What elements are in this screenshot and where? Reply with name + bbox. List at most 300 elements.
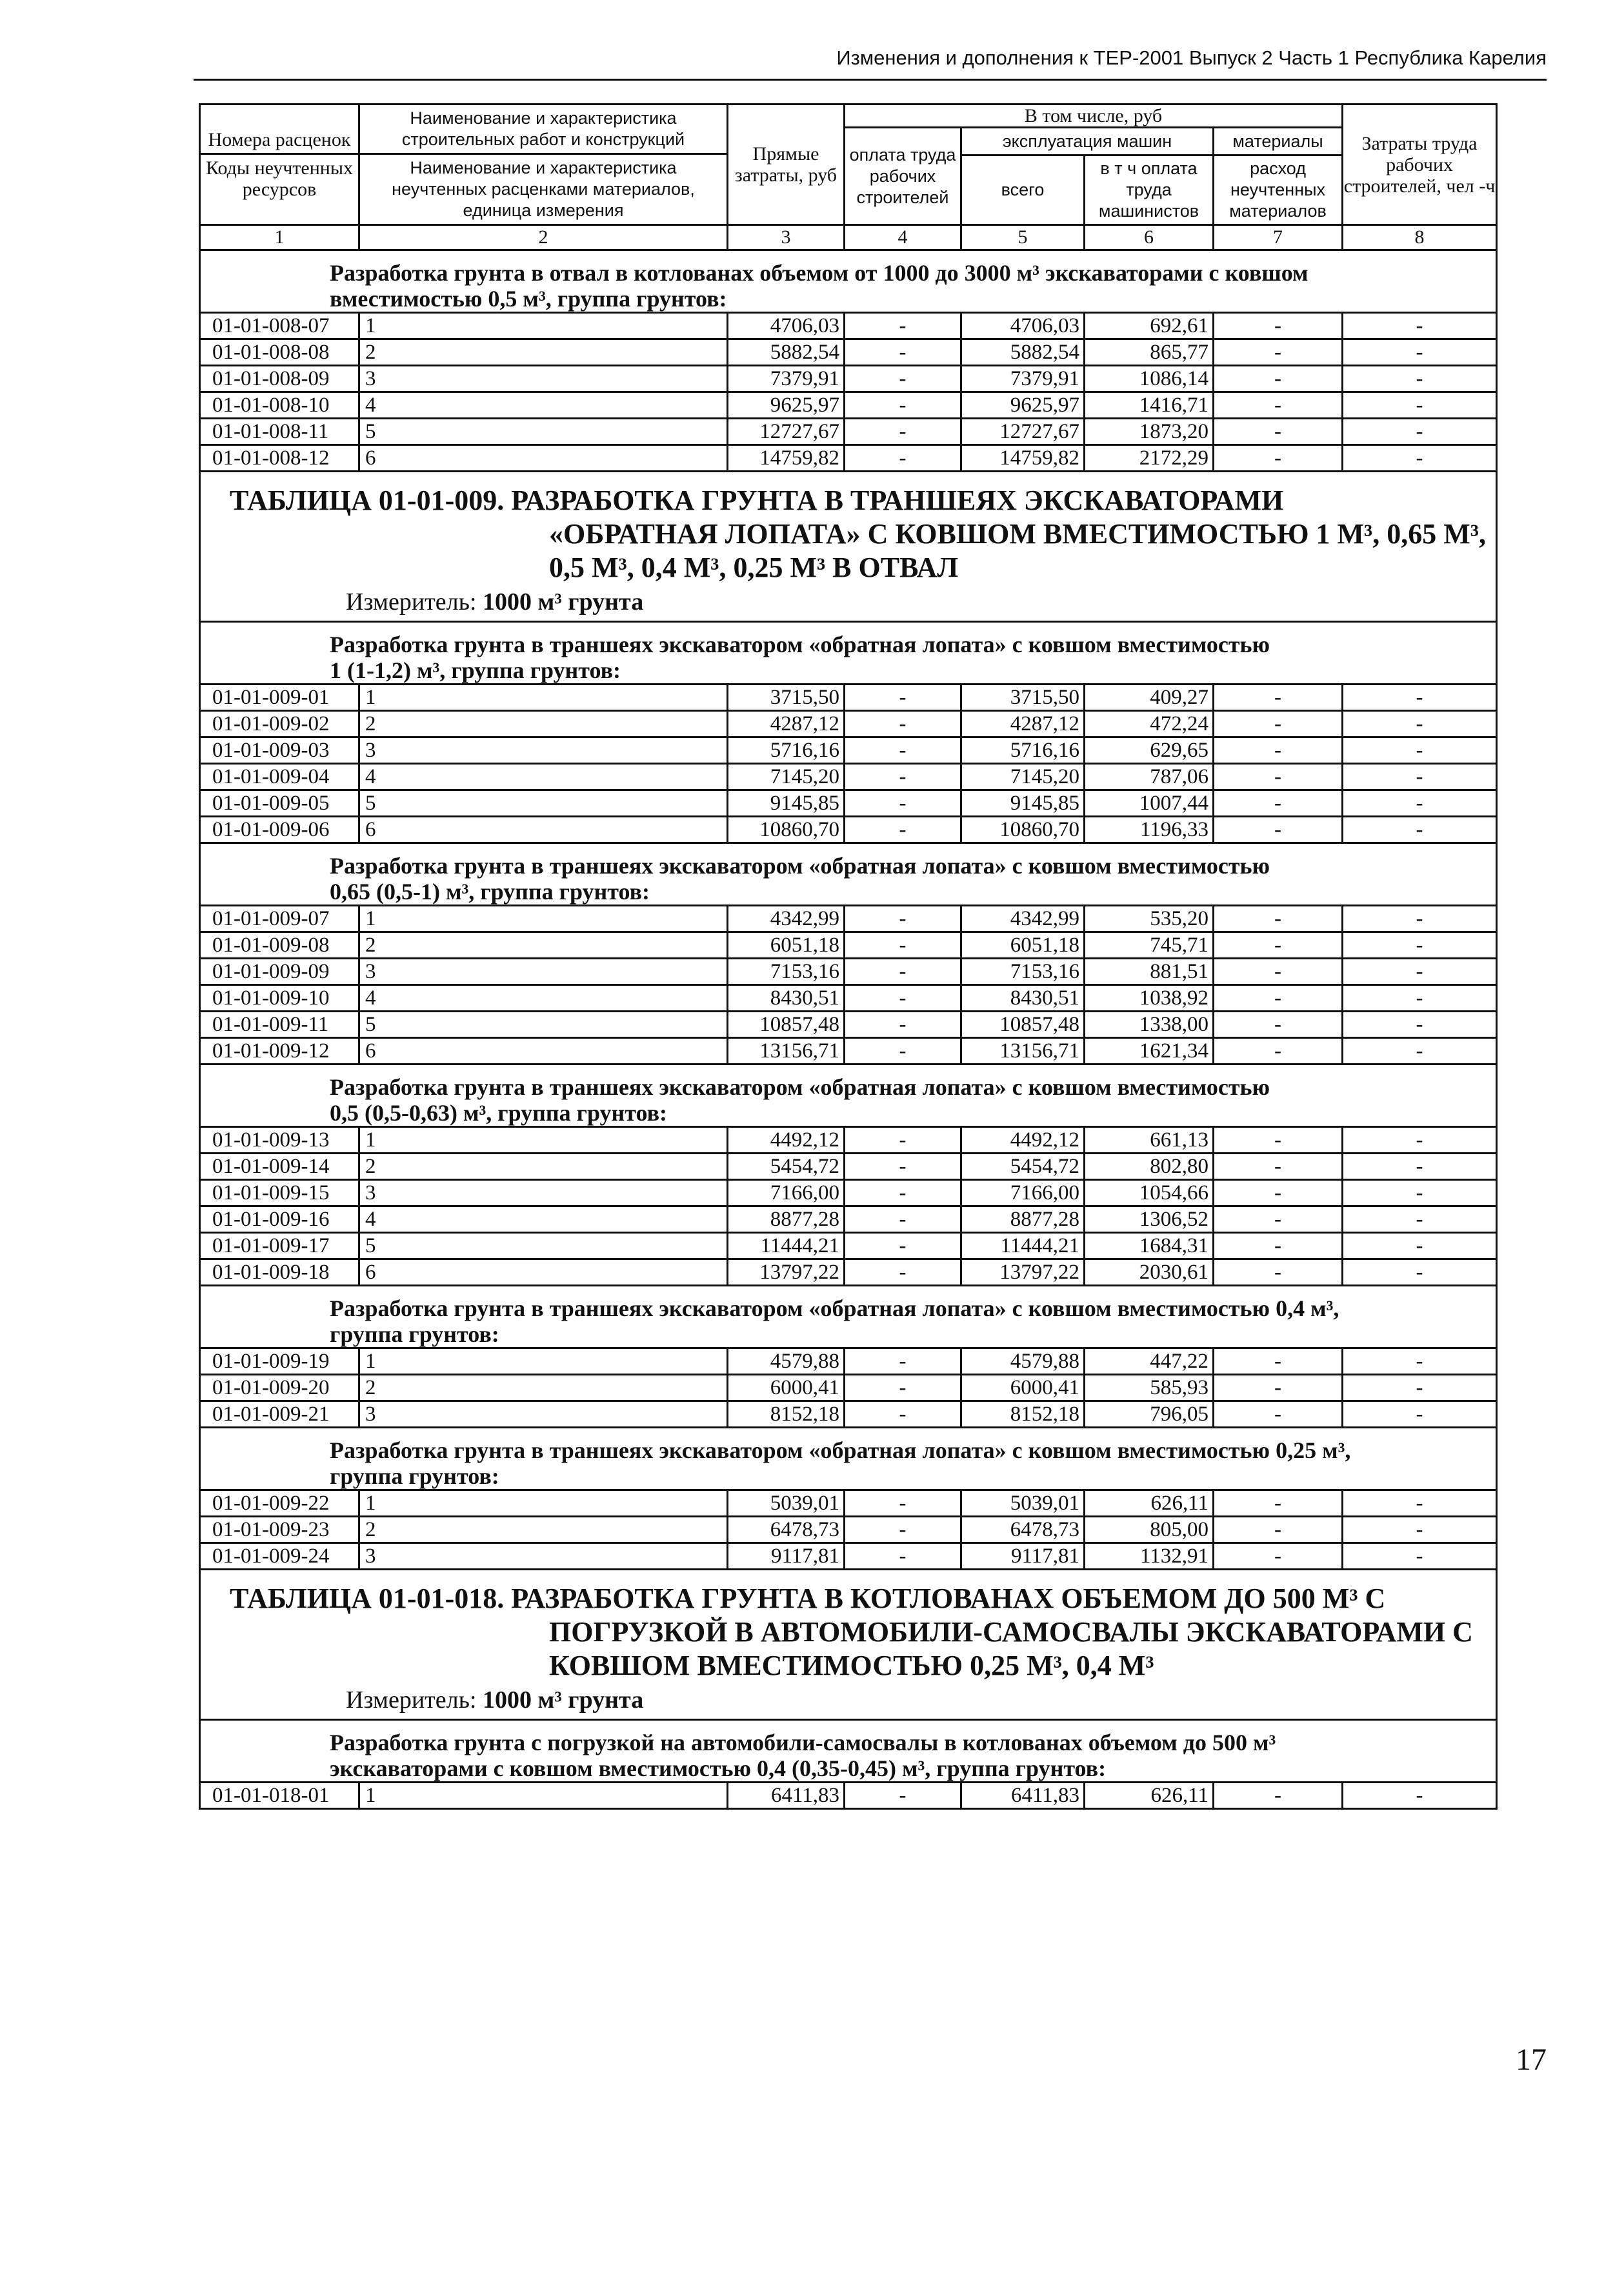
workers-pay-cell: - (845, 985, 961, 1012)
machinists-pay-cell: 1416,71 (1085, 392, 1214, 419)
machines-total-cell: 13797,22 (961, 1259, 1085, 1286)
materials-use-cell: - (1214, 1401, 1343, 1428)
machinists-pay-cell: 881,51 (1085, 959, 1214, 985)
section-heading-row (200, 1286, 1497, 1348)
machines-total-cell: 6000,41 (961, 1375, 1085, 1401)
rate-code-cell: 01-01-009-05 (200, 790, 359, 817)
machines-total-cell: 4342,99 (961, 906, 1085, 932)
running-header-text: Изменения и дополнения к ТЕР-2001 Выпуск 2 Часть 1 Республика Карелия (836, 46, 1547, 69)
table-row (200, 1401, 1497, 1428)
soil-group-cell: 2 (359, 932, 728, 959)
machines-total-cell: 4287,12 (961, 711, 1085, 737)
incl-header: В том числе, руб (845, 105, 1343, 128)
rate-code-cell: 01-01-009-07 (200, 906, 359, 932)
direct-costs-cell: 6051,18 (728, 932, 845, 959)
materials-use-cell: - (1214, 1233, 1343, 1259)
machinists-pay-cell: 1007,44 (1085, 790, 1214, 817)
table-row (200, 1012, 1497, 1038)
labor-costs-cell: - (1343, 419, 1497, 445)
table-row (200, 1783, 1497, 1809)
materials-use-cell: - (1214, 985, 1343, 1012)
soil-group-cell: 1 (359, 1490, 728, 1517)
soil-group-cell: 1 (359, 313, 728, 339)
workers-pay-cell: - (845, 445, 961, 472)
table-title (200, 1570, 1497, 1720)
column-number: 3 (728, 225, 845, 250)
table-row (200, 906, 1497, 932)
direct-costs-cell: 7166,00 (728, 1180, 845, 1206)
rate-code-cell: 01-01-009-01 (200, 685, 359, 711)
labor-costs-cell: - (1343, 906, 1497, 932)
machinists-pay-cell: 1196,33 (1085, 817, 1214, 843)
labor-costs-cell: - (1343, 1517, 1497, 1543)
machinists-pay-cell: 805,00 (1085, 1517, 1214, 1543)
machines-total-cell: 6411,83 (961, 1783, 1085, 1809)
workers-pay-cell: - (845, 790, 961, 817)
machinists-pay-cell: 1684,31 (1085, 1233, 1214, 1259)
machines-total-cell: 8430,51 (961, 985, 1085, 1012)
rate-code-cell: 01-01-009-14 (200, 1154, 359, 1180)
labor-costs-cell: - (1343, 392, 1497, 419)
workers-pay-cell: - (845, 817, 961, 843)
table-row (200, 445, 1497, 472)
labor-costs-cell: - (1343, 711, 1497, 737)
section-heading-row (200, 622, 1497, 685)
soil-group-cell: 2 (359, 339, 728, 366)
direct-costs-cell: 13156,71 (728, 1038, 845, 1065)
labor-costs-cell: - (1343, 932, 1497, 959)
machinists-pay-cell: 796,05 (1085, 1401, 1214, 1428)
direct-costs-cell: 14759,82 (728, 445, 845, 472)
workers-pay-cell: - (845, 419, 961, 445)
machines-total-cell: 3715,50 (961, 685, 1085, 711)
machines-total-cell: 14759,82 (961, 445, 1085, 472)
machines-total-cell: 6051,18 (961, 932, 1085, 959)
col-machines-total-header: всего (961, 155, 1085, 225)
machinists-pay-cell: 409,27 (1085, 685, 1214, 711)
machinists-pay-cell: 745,71 (1085, 932, 1214, 959)
rate-code-cell: 01-01-009-17 (200, 1233, 359, 1259)
table-title-line: ТАБЛИЦА 01-01-009. РАЗРАБОТКА ГРУНТА В ТРАНШЕЯХ ЭКСКАВАТОРАМИ (230, 485, 1284, 516)
section-heading-line: группа грунтов: (330, 1321, 499, 1347)
labor-costs-cell: - (1343, 1127, 1497, 1154)
machines-total-cell: 9625,97 (961, 392, 1085, 419)
machinists-pay-cell: 472,24 (1085, 711, 1214, 737)
materials-use-cell: - (1214, 419, 1343, 445)
table-row (200, 1490, 1497, 1517)
workers-pay-cell: - (845, 1180, 961, 1206)
soil-group-cell: 1 (359, 1348, 728, 1375)
machinists-pay-cell: 692,61 (1085, 313, 1214, 339)
rate-code-cell: 01-01-009-04 (200, 764, 359, 790)
section-heading-line: Разработка грунта в траншеях экскаватором «обратная лопата» с ковшом вместимостью (330, 853, 1270, 879)
labor-costs-cell: - (1343, 959, 1497, 985)
materials-use-cell: - (1214, 1154, 1343, 1180)
machinists-pay-cell: 585,93 (1085, 1375, 1214, 1401)
soil-group-cell: 2 (359, 1517, 728, 1543)
col-direct-costs-header: Прямые затраты, руб (728, 105, 845, 225)
direct-costs-cell: 6478,73 (728, 1517, 845, 1543)
soil-group-cell: 5 (359, 1233, 728, 1259)
machinists-pay-cell: 626,11 (1085, 1783, 1214, 1809)
workers-pay-cell: - (845, 1401, 961, 1428)
workers-pay-cell: - (845, 932, 961, 959)
materials-use-cell: - (1214, 1543, 1343, 1570)
table-body (200, 250, 1497, 1809)
table-title-line: «ОБРАТНАЯ ЛОПАТА» С КОВШОМ ВМЕСТИМОСТЬЮ 1 М³, 0,65 М³, (549, 518, 1486, 550)
section-heading (200, 1428, 1497, 1490)
workers-pay-cell: - (845, 1012, 961, 1038)
column-number: 5 (961, 225, 1085, 250)
rate-code-cell: 01-01-009-16 (200, 1206, 359, 1233)
labor-costs-cell: - (1343, 1401, 1497, 1428)
machines-total-cell: 6478,73 (961, 1517, 1085, 1543)
labor-costs-cell: - (1343, 366, 1497, 392)
machines-total-cell: 9145,85 (961, 790, 1085, 817)
materials-use-cell: - (1214, 445, 1343, 472)
table-row (200, 817, 1497, 843)
col-workers-pay-header: оплата труда рабочих строителей (845, 128, 961, 225)
direct-costs-cell: 4579,88 (728, 1348, 845, 1375)
section-heading-line: 0,5 (0,5-0,63) м³, группа грунтов: (330, 1100, 668, 1126)
materials-use-cell: - (1214, 339, 1343, 366)
table-row (200, 1154, 1497, 1180)
section-heading-row (200, 843, 1497, 906)
workers-pay-cell: - (845, 1490, 961, 1517)
rate-code-cell: 01-01-009-11 (200, 1012, 359, 1038)
materials-use-cell: - (1214, 1038, 1343, 1065)
column-number: 4 (845, 225, 961, 250)
materials-use-cell: - (1214, 1206, 1343, 1233)
measurement-unit (230, 1685, 1490, 1715)
machines-total-cell: 10860,70 (961, 817, 1085, 843)
section-heading-row (200, 1720, 1497, 1783)
workers-pay-cell: - (845, 1038, 961, 1065)
section-heading (200, 1720, 1497, 1783)
table-row (200, 1375, 1497, 1401)
section-heading (200, 622, 1497, 685)
table-row (200, 313, 1497, 339)
machines-total-cell: 5716,16 (961, 737, 1085, 764)
materials-use-cell: - (1214, 685, 1343, 711)
table-row (200, 339, 1497, 366)
materials-use-cell: - (1214, 959, 1343, 985)
table-row (200, 366, 1497, 392)
machinists-pay-cell: 1086,14 (1085, 366, 1214, 392)
rate-code-cell: 01-01-009-03 (200, 737, 359, 764)
soil-group-cell: 1 (359, 1783, 728, 1809)
labor-costs-cell: - (1343, 1543, 1497, 1570)
rate-code-cell: 01-01-008-08 (200, 339, 359, 366)
machinists-pay-cell: 1306,52 (1085, 1206, 1214, 1233)
materials-use-cell: - (1214, 1127, 1343, 1154)
rate-code-cell: 01-01-008-11 (200, 419, 359, 445)
soil-group-cell: 3 (359, 366, 728, 392)
labor-costs-cell: - (1343, 313, 1497, 339)
machinists-pay-cell: 629,65 (1085, 737, 1214, 764)
section-heading-line: Разработка грунта в траншеях экскаватором «обратная лопата» с ковшом вместимостью 0,25 м³, (330, 1437, 1351, 1463)
rate-code-cell: 01-01-009-12 (200, 1038, 359, 1065)
soil-group-cell: 4 (359, 764, 728, 790)
machinists-pay-cell: 1338,00 (1085, 1012, 1214, 1038)
section-heading-line: Разработка грунта с погрузкой на автомобили-самосвалы в котлованах объемом до 500 м³ (330, 1730, 1276, 1755)
direct-costs-cell: 8430,51 (728, 985, 845, 1012)
workers-pay-cell: - (845, 1783, 961, 1809)
section-heading (200, 843, 1497, 906)
column-number: 2 (359, 225, 728, 250)
machines-total-cell: 5882,54 (961, 339, 1085, 366)
table-title-row (200, 472, 1497, 622)
workers-pay-cell: - (845, 737, 961, 764)
machines-total-cell: 9117,81 (961, 1543, 1085, 1570)
materials-use-cell: - (1214, 764, 1343, 790)
direct-costs-cell: 9145,85 (728, 790, 845, 817)
column-number: 1 (200, 225, 359, 250)
machines-total-cell: 13156,71 (961, 1038, 1085, 1065)
table-title-line: ТАБЛИЦА 01-01-018. РАЗРАБОТКА ГРУНТА В КОТЛОВАНАХ ОБЪЕМОМ ДО 500 М³ С (230, 1583, 1386, 1614)
direct-costs-cell: 5039,01 (728, 1490, 845, 1517)
workers-pay-cell: - (845, 1259, 961, 1286)
direct-costs-cell: 4492,12 (728, 1127, 845, 1154)
materials-use-cell: - (1214, 1375, 1343, 1401)
labor-costs-cell: - (1343, 790, 1497, 817)
machines-total-cell: 8877,28 (961, 1206, 1085, 1233)
section-heading-line: 1 (1-1,2) м³, группа грунтов: (330, 657, 621, 683)
materials-use-cell: - (1214, 932, 1343, 959)
soil-group-cell: 6 (359, 1259, 728, 1286)
direct-costs-cell: 3715,50 (728, 685, 845, 711)
section-heading-line: 0,65 (0,5-1) м³, группа грунтов: (330, 879, 650, 905)
soil-group-cell: 4 (359, 392, 728, 419)
col-name-header (359, 105, 728, 225)
labor-costs-cell: - (1343, 1012, 1497, 1038)
rate-code-cell: 01-01-008-12 (200, 445, 359, 472)
table-title-line: КОВШОМ ВМЕСТИМОСТЬЮ 0,25 М³, 0,4 М³ (549, 1650, 1154, 1681)
machinists-pay-cell: 2030,61 (1085, 1259, 1214, 1286)
machines-total-cell: 7379,91 (961, 366, 1085, 392)
direct-costs-cell: 10857,48 (728, 1012, 845, 1038)
soil-group-cell: 1 (359, 685, 728, 711)
table-title (200, 472, 1497, 622)
table-row (200, 1259, 1497, 1286)
soil-group-cell: 2 (359, 711, 728, 737)
materials-use-cell: - (1214, 1259, 1343, 1286)
table-row (200, 737, 1497, 764)
col-materials-name-label: Наименование и характеристика неучтенных расценками материалов, единица измерения (392, 158, 695, 220)
rate-code-cell: 01-01-009-09 (200, 959, 359, 985)
soil-group-cell: 3 (359, 1401, 728, 1428)
workers-pay-cell: - (845, 711, 961, 737)
workers-pay-cell: - (845, 1543, 961, 1570)
materials-header: материалы (1214, 128, 1343, 155)
section-heading (200, 250, 1497, 313)
rate-code-cell: 01-01-009-20 (200, 1375, 359, 1401)
measurement-value: 1000 м³ грунта (483, 588, 644, 615)
machines-total-cell: 11444,21 (961, 1233, 1085, 1259)
rate-code-cell: 01-01-009-21 (200, 1401, 359, 1428)
section-heading-line: Разработка грунта в траншеях экскаватором «обратная лопата» с ковшом вместимостью (330, 632, 1270, 657)
machines-total-cell: 12727,67 (961, 419, 1085, 445)
section-heading-row (200, 1065, 1497, 1127)
soil-group-cell: 3 (359, 1543, 728, 1570)
rates-table (199, 103, 1498, 1810)
machinists-pay-cell: 1054,66 (1085, 1180, 1214, 1206)
machines-total-cell: 4579,88 (961, 1348, 1085, 1375)
rate-code-cell: 01-01-009-22 (200, 1490, 359, 1517)
materials-use-cell: - (1214, 313, 1343, 339)
section-heading-line: Разработка грунта в траншеях экскаватором «обратная лопата» с ковшом вместимостью (330, 1074, 1270, 1100)
section-heading (200, 1286, 1497, 1348)
rate-code-cell: 01-01-009-23 (200, 1517, 359, 1543)
direct-costs-cell: 4706,03 (728, 313, 845, 339)
direct-costs-cell: 5716,16 (728, 737, 845, 764)
soil-group-cell: 6 (359, 1038, 728, 1065)
direct-costs-cell: 12727,67 (728, 419, 845, 445)
direct-costs-cell: 6411,83 (728, 1783, 845, 1809)
col-labor-header: Затраты труда рабочих строителей, чел -ч (1343, 105, 1497, 225)
machinists-pay-cell: 865,77 (1085, 339, 1214, 366)
direct-costs-cell: 9117,81 (728, 1543, 845, 1570)
direct-costs-cell: 7145,20 (728, 764, 845, 790)
workers-pay-cell: - (845, 1154, 961, 1180)
section-heading-row (200, 250, 1497, 313)
labor-costs-cell: - (1343, 1038, 1497, 1065)
workers-pay-cell: - (845, 1206, 961, 1233)
machines-total-cell: 8152,18 (961, 1401, 1085, 1428)
labor-costs-cell: - (1343, 1206, 1497, 1233)
rate-code-cell: 01-01-009-08 (200, 932, 359, 959)
measurement-unit (230, 587, 1490, 617)
direct-costs-cell: 11444,21 (728, 1233, 845, 1259)
header-row-1 (200, 105, 1497, 128)
soil-group-cell: 5 (359, 790, 728, 817)
section-heading-line: Разработка грунта в отвал в котлованах объемом от 1000 до 3000 м³ экскаваторами с ковшом (330, 260, 1308, 286)
table-row (200, 1233, 1497, 1259)
rate-code-cell: 01-01-009-18 (200, 1259, 359, 1286)
labor-costs-cell: - (1343, 1180, 1497, 1206)
measurement-value: 1000 м³ грунта (483, 1686, 644, 1714)
column-number: 8 (1343, 225, 1497, 250)
measurement-label: Измеритель: (346, 588, 477, 615)
machinists-pay-cell: 802,80 (1085, 1154, 1214, 1180)
soil-group-cell: 4 (359, 1206, 728, 1233)
table-row (200, 959, 1497, 985)
machinists-pay-cell: 626,11 (1085, 1490, 1214, 1517)
rate-code-cell: 01-01-008-10 (200, 392, 359, 419)
rate-code-cell: 01-01-008-07 (200, 313, 359, 339)
workers-pay-cell: - (845, 1233, 961, 1259)
machinists-pay-cell: 1621,34 (1085, 1038, 1214, 1065)
machinists-pay-cell: 1132,91 (1085, 1543, 1214, 1570)
soil-group-cell: 6 (359, 445, 728, 472)
table-row (200, 1038, 1497, 1065)
workers-pay-cell: - (845, 1127, 961, 1154)
table-row (200, 985, 1497, 1012)
direct-costs-cell: 7379,91 (728, 366, 845, 392)
workers-pay-cell: - (845, 764, 961, 790)
machines-total-cell: 4492,12 (961, 1127, 1085, 1154)
workers-pay-cell: - (845, 366, 961, 392)
soil-group-cell: 6 (359, 817, 728, 843)
section-heading-row (200, 1428, 1497, 1490)
col-resource-codes-label: Коды неучтенных ресурсов (206, 157, 353, 200)
machines-total-cell: 4706,03 (961, 313, 1085, 339)
rate-code-cell: 01-01-009-13 (200, 1127, 359, 1154)
direct-costs-cell: 6000,41 (728, 1375, 845, 1401)
table-row (200, 790, 1497, 817)
table-row (200, 1127, 1497, 1154)
machinists-pay-cell: 1038,92 (1085, 985, 1214, 1012)
machines-total-cell: 5454,72 (961, 1154, 1085, 1180)
soil-group-cell: 2 (359, 1375, 728, 1401)
machinists-pay-cell: 447,22 (1085, 1348, 1214, 1375)
soil-group-cell: 4 (359, 985, 728, 1012)
rate-code-cell: 01-01-009-15 (200, 1180, 359, 1206)
direct-costs-cell: 5454,72 (728, 1154, 845, 1180)
table-row (200, 685, 1497, 711)
column-number: 7 (1214, 225, 1343, 250)
rate-code-cell: 01-01-009-02 (200, 711, 359, 737)
direct-costs-cell: 13797,22 (728, 1259, 845, 1286)
table-row (200, 1543, 1497, 1570)
machines-total-cell: 5039,01 (961, 1490, 1085, 1517)
col-rate-numbers-label: Номера расценок (201, 126, 358, 155)
direct-costs-cell: 4342,99 (728, 906, 845, 932)
table-row (200, 392, 1497, 419)
workers-pay-cell: - (845, 1375, 961, 1401)
labor-costs-cell: - (1343, 1490, 1497, 1517)
labor-costs-cell: - (1343, 817, 1497, 843)
materials-use-cell: - (1214, 1517, 1343, 1543)
machinists-pay-cell: 1873,20 (1085, 419, 1214, 445)
soil-group-cell: 3 (359, 737, 728, 764)
table-row (200, 764, 1497, 790)
materials-use-cell: - (1214, 366, 1343, 392)
materials-use-cell: - (1214, 817, 1343, 843)
materials-use-cell: - (1214, 906, 1343, 932)
section-heading-line: группа грунтов: (330, 1463, 499, 1489)
col-materials-use-header: расход неучтенных материалов (1214, 155, 1343, 225)
rate-code-cell: 01-01-009-24 (200, 1543, 359, 1570)
direct-costs-cell: 4287,12 (728, 711, 845, 737)
labor-costs-cell: - (1343, 1783, 1497, 1809)
labor-costs-cell: - (1343, 1348, 1497, 1375)
machinists-pay-cell: 535,20 (1085, 906, 1214, 932)
materials-use-cell: - (1214, 1012, 1343, 1038)
direct-costs-cell: 9625,97 (728, 392, 845, 419)
materials-use-cell: - (1214, 711, 1343, 737)
table-row (200, 932, 1497, 959)
rate-code-cell: 01-01-009-06 (200, 817, 359, 843)
direct-costs-cell: 8877,28 (728, 1206, 845, 1233)
machinists-pay-cell: 2172,29 (1085, 445, 1214, 472)
table-row (200, 419, 1497, 445)
machines-total-cell: 10857,48 (961, 1012, 1085, 1038)
col-works-name-label: Наименование и характеристика строительных работ и конструкций (360, 105, 727, 155)
section-heading-line: Разработка грунта в траншеях экскаватором «обратная лопата» с ковшом вместимостью 0,4 м³, (330, 1295, 1339, 1321)
rate-code-cell: 01-01-008-09 (200, 366, 359, 392)
labor-costs-cell: - (1343, 985, 1497, 1012)
materials-use-cell: - (1214, 1783, 1343, 1809)
table-row (200, 711, 1497, 737)
section-heading-line: вместимостью 0,5 м³, группа грунтов: (330, 286, 727, 312)
direct-costs-cell: 7153,16 (728, 959, 845, 985)
workers-pay-cell: - (845, 906, 961, 932)
table-row (200, 1517, 1497, 1543)
section-heading (200, 1065, 1497, 1127)
materials-use-cell: - (1214, 1490, 1343, 1517)
running-header (194, 45, 1547, 81)
